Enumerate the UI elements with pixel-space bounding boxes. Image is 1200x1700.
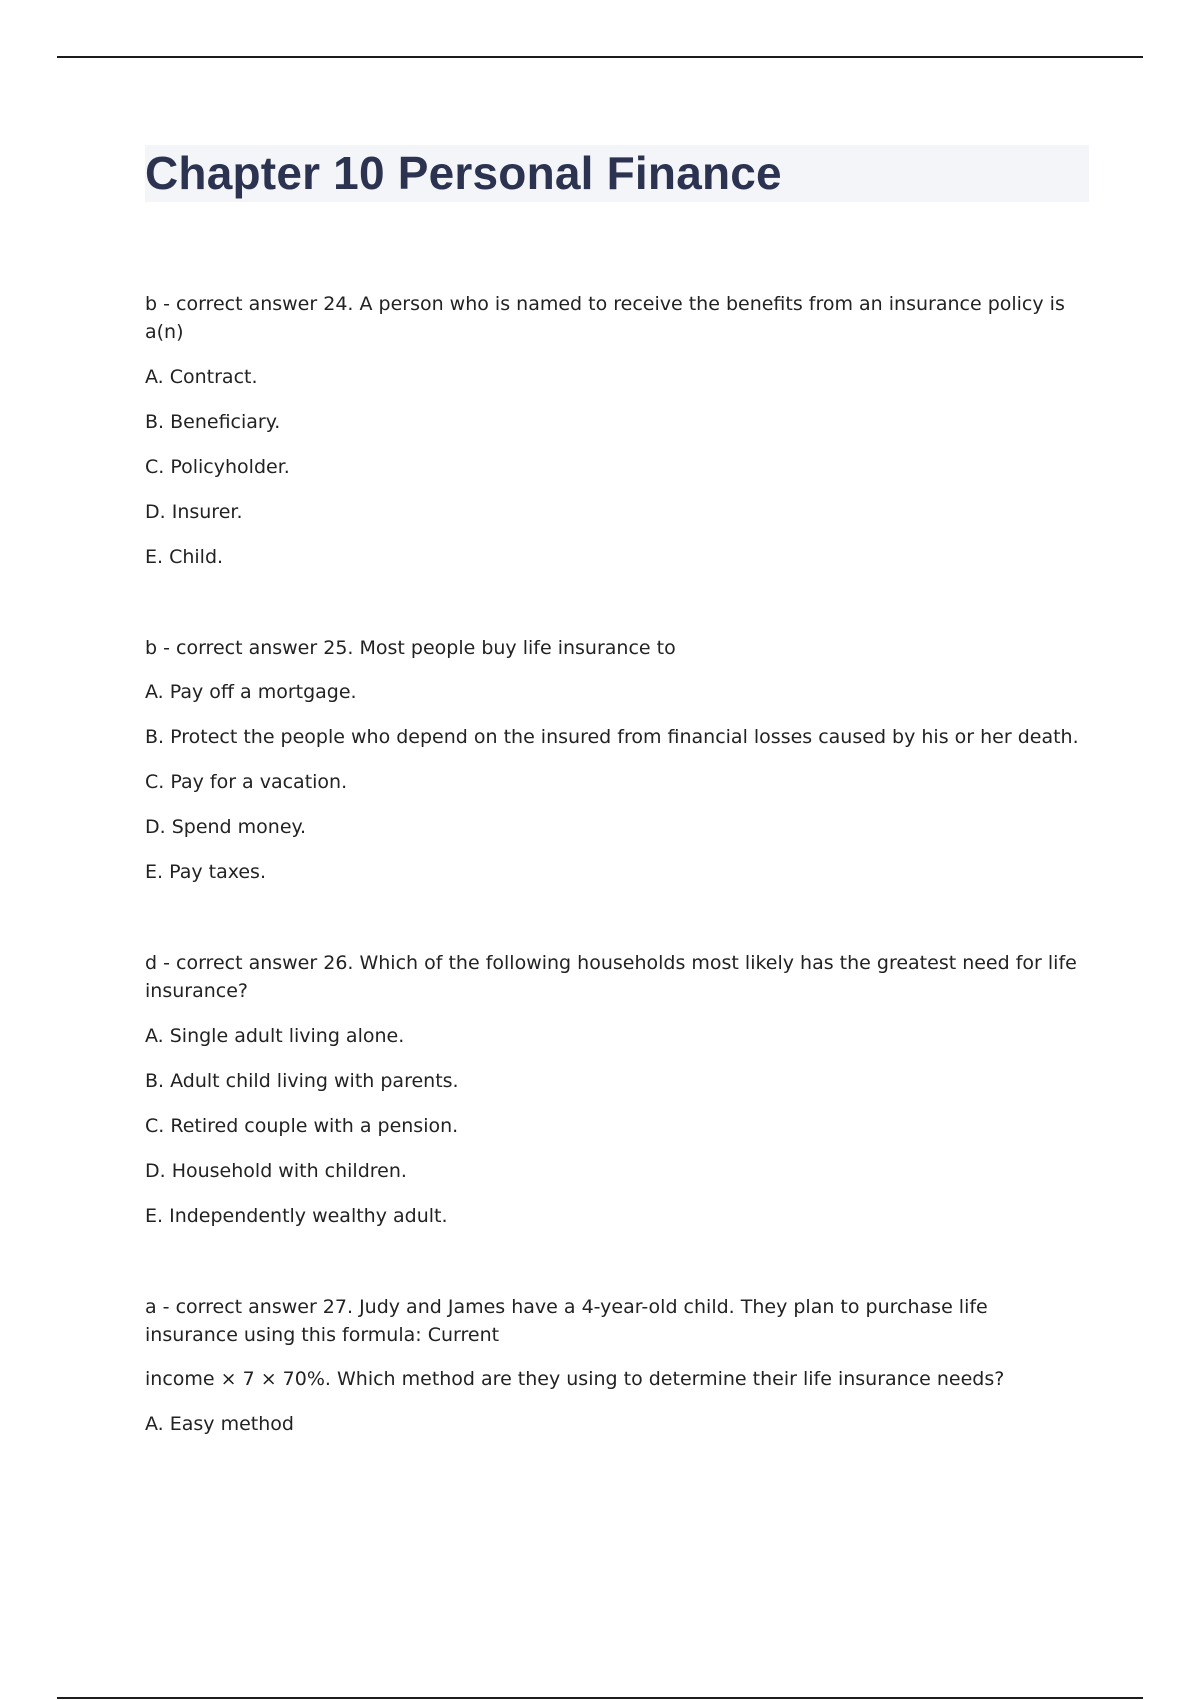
option-b: B. Protect the people who depend on the insured from financial losses caused by his or her death. <box>145 726 1079 748</box>
question-text-continuation: income × 7 × 70%. Which method are they using to determine their life insurance needs? <box>145 1368 1005 1390</box>
question-26 <box>145 949 1085 1230</box>
option-c: C. Policyholder. <box>145 455 290 478</box>
option-e: E. Child. <box>145 545 224 568</box>
option-b: B. Beneficiary. <box>145 410 281 433</box>
option-a: A. Single adult living alone. <box>145 1024 405 1047</box>
question-text: b - correct answer 25. Most people buy life insurance to <box>145 636 676 659</box>
option-a: A. Pay off a mortgage. <box>145 681 357 703</box>
question-24 <box>145 290 1085 571</box>
option-e: E. Pay taxes. <box>145 861 266 883</box>
page-title: Chapter 10 Personal Finance <box>145 147 782 199</box>
option-a: A. Contract. <box>145 365 258 388</box>
option-c: C. Retired couple with a pension. <box>145 1114 459 1137</box>
bottom-rule <box>57 1697 1143 1699</box>
question-27 <box>145 1293 1085 1438</box>
option-e: E. Independently wealthy adult. <box>145 1204 448 1227</box>
option-d: D. Spend money. <box>145 816 307 838</box>
question-25 <box>145 634 1085 887</box>
option-d: D. Insurer. <box>145 500 243 523</box>
top-rule <box>57 56 1143 58</box>
option-d: D. Household with children. <box>145 1159 407 1182</box>
question-text: d - correct answer 26. Which of the following households most likely has the greatest need for life insurance? <box>145 952 1077 1002</box>
question-text: b - correct answer 24. A person who is named to receive the benefits from an insurance policy is a(n) <box>145 293 1065 343</box>
option-c: C. Pay for a vacation. <box>145 771 348 793</box>
option-b: B. Adult child living with parents. <box>145 1069 459 1092</box>
question-text: a - correct answer 27. Judy and James have a 4-year-old child. They plan to purchase life insurance using this formula: Current <box>145 1295 988 1346</box>
option-a: A. Easy method <box>145 1412 294 1435</box>
document-body <box>145 290 1085 1438</box>
